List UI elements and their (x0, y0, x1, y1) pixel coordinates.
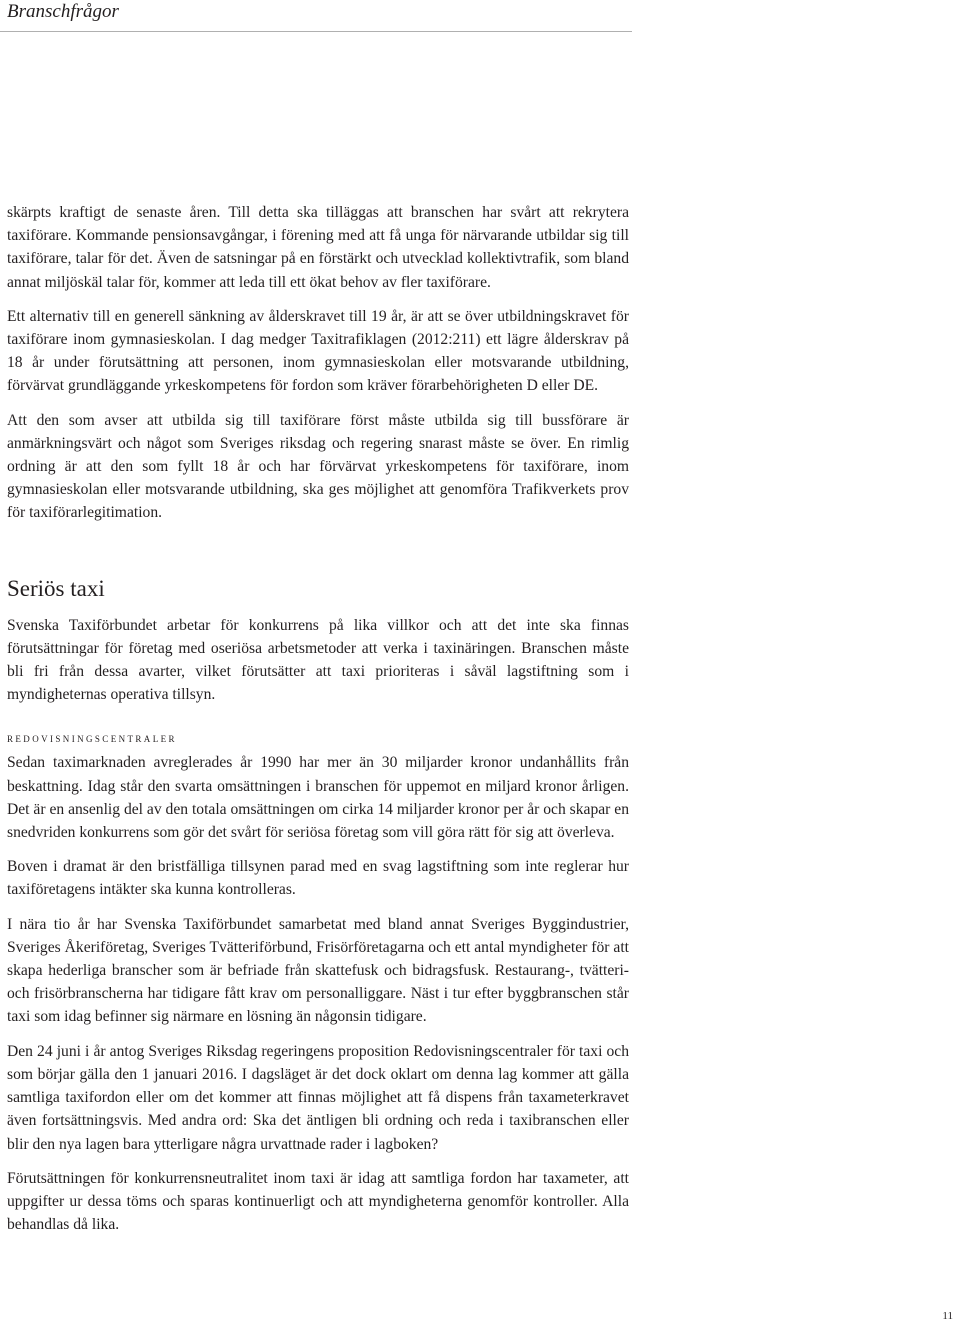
text-column (7, 201, 629, 1247)
paragraph-5: Sedan taximarknaden avreglerades år 1990 har mer än 30 miljarder kronor undanhållits från beskattning. Idag står den svarta omsättningen i branschen för uppemot en miljard kronor årligen. Det är en ansenlig del av den totala omsättningen om cirka 14 miljarder kronor per år och skapar en snedvriden konkurrens som gör det svårt för seriösa företag som vill göra rätt för sig att överleva. (7, 754, 629, 842)
paragraph-9: Förutsättningen för konkurrensneutralitet inom taxi är idag att samtliga fordon har taxameter, att uppgifter ur dessa töms och sparas kontinuerligt och att myndigheterna genomför kontroller. Alla behandlas då lika. (7, 1169, 629, 1234)
paragraph-3: Att den som avser att utbilda sig till taxiförare först måste utbilda sig till bussförare är anmärkningsvärt och något som Sveriges riksdag och regering snarast måste se över. En rimlig ordning är att den som fyllt 18 år och har förvärvat yrkeskompetens för taxiförare, inom gymnasieskolan eller motsvarande utbildning, ska ges möjlighet att genomföra Trafikverkets prov för taxiförarlegitimation. (7, 411, 629, 522)
subheading: redovisningscentraler (7, 730, 177, 746)
paragraph-6: Boven i dramat är den bristfälliga tillsynen parad med en svag lagstiftning som inte reglerar hur taxiföretagens intäkter ska kunna kontrolleras. (7, 858, 629, 899)
paragraph-1: skärpts kraftigt de senaste åren. Till detta ska tilläggas att branschen har svårt att rekrytera taxiförare. Kommande pensionsavgångar, i förening med att få unga för närvarande utbildar sig till taxiförare, talar för det. Även de satsningar på en förstärkt och utvecklad kollektivtrafik, som bland annat miljöskäl talar för, kommer att leda till ett ökat behov av fler taxiförare. (7, 204, 629, 291)
header-divider (0, 31, 632, 32)
page-number: 11 (942, 1310, 953, 1322)
paragraph-4: Svenska Taxiförbundet arbetar för konkurrens på lika villkor och att det inte ska finnas förutsättningar för företag med oseriösa arbetsmetoder att verka i taxinäringen. Branschen måste bli fri från dessa avarter, vilket förutsätter att taxi prioriteras i såväl lagstiftning som i myndigheternas operativa tillsyn. (7, 616, 629, 704)
paragraph-7: I nära tio år har Svenska Taxiförbundet samarbetat med bland annat Sveriges Byggindustrier, Sveriges Åkeriföretag, Sveriges Tvätteriförbund, Frisörföretagarna och ett antal myndigheter för att skapa hederliga branscher som är befriade från skattefusk och bidragsfusk. Restaurang-, tvätteri- och frisörbranscherna har tidigare fått krav om personalliggare. Näst i tur efter byggbranschen står taxi som idag befinner sig närmare en lösning än någonsin tidigare. (7, 915, 629, 1026)
paragraph-8: Den 24 juni i år antog Sveriges Riksdag regeringens proposition Redovisningscentraler för taxi och som börjar gälla den 1 januari 2016. I dagsläget är det dock oklart om denna lag kommer att gälla samtliga taxifordon eller om det kommer att finnas möjlighet att få dispens från taxameterkravet även fortsättningsvis. Med andra ord: Ska det äntligen bli ordning och reda i taxibranschen eller blir den nya lagen bara ytterligare några urvattnade rader i lagboken? (7, 1042, 629, 1153)
paragraph-2: Ett alternativ till en generell sänkning av ålderskravet till 19 år, är att se över utbildningskravet för taxiförare inom gymnasieskolan. I dag medger Taxitrafiklagen (2012:211) ett lägre ålderskrav på 18 år under förutsättning att personen, inom gymnasieskolan eller motsvarande utbildning, förvärvat grundläggande yrkeskompetens för fordon som kräver förarbehörigheten D eller DE. (7, 307, 629, 395)
section-title: Seriös taxi (7, 575, 105, 601)
running-header-title: Branschfrågor (7, 1, 119, 22)
